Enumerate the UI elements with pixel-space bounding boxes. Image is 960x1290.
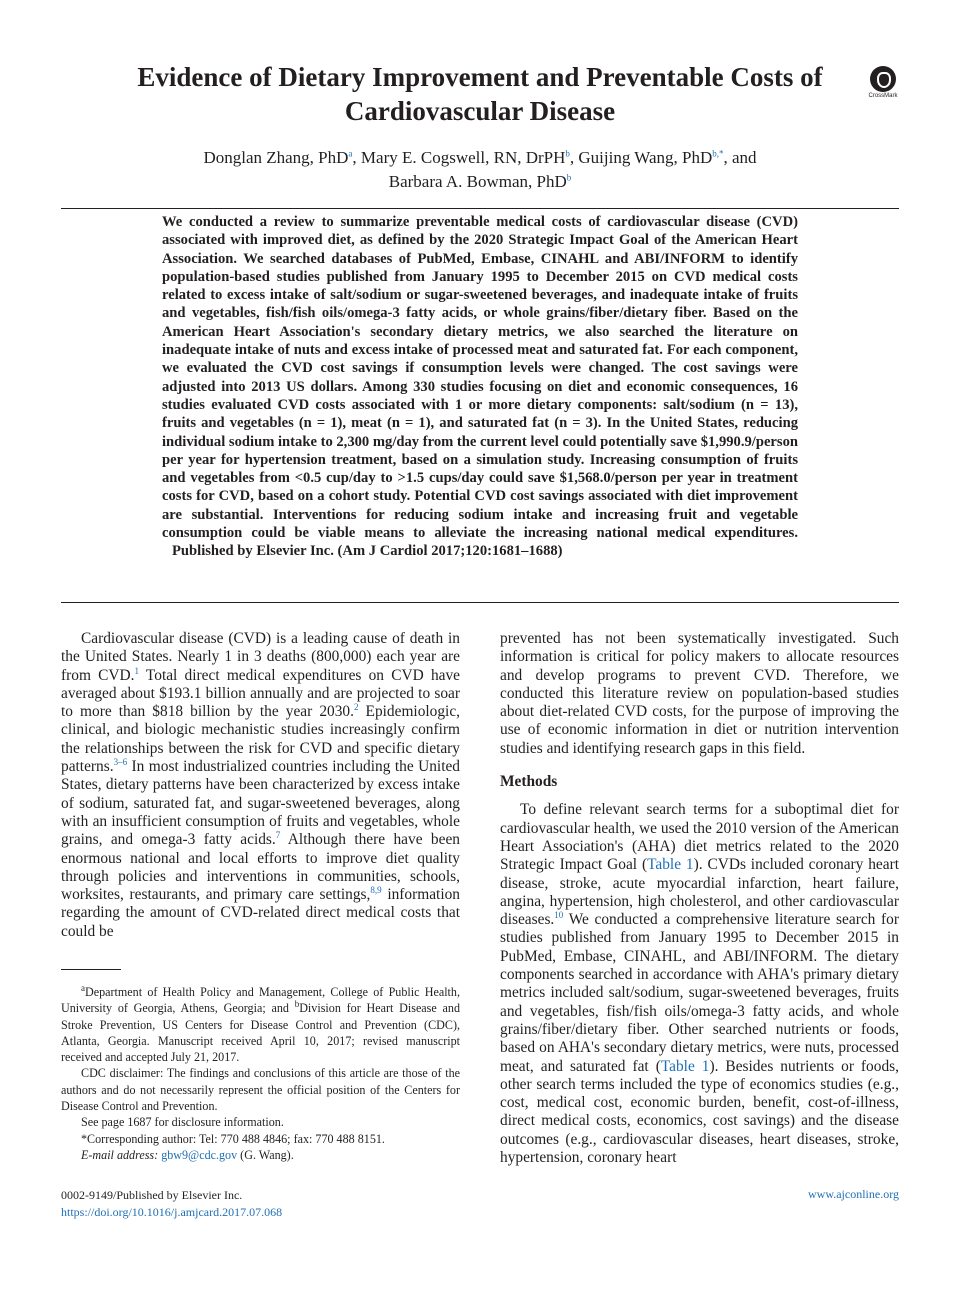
author-list (120, 146, 840, 194)
crossmark-label: CrossMark (868, 93, 898, 99)
cdc-disclaimer: CDC disclaimer: The findings and conclusions of this article are those of the authors and do not necessarily represent the official position of the Centers for Disease Control and Prevention. (61, 1066, 460, 1114)
footnotes (61, 984, 460, 1163)
table-link[interactable]: Table 1 (660, 1057, 710, 1075)
author-affiliation-marker[interactable]: b,* (712, 148, 724, 159)
citation-link[interactable]: 3–6 (113, 756, 128, 767)
citation-link[interactable]: 7 (275, 830, 281, 841)
journal-site-link[interactable]: www.ajconline.org (808, 1187, 899, 1201)
author-affiliation-marker[interactable]: b (565, 148, 570, 159)
methods-heading: Methods (500, 773, 558, 791)
crossmark-icon (870, 66, 896, 92)
doi-link[interactable]: https://doi.org/10.1016/j.amjcard.2017.07.068 (61, 1205, 283, 1219)
author-affiliation-marker[interactable]: b (566, 172, 572, 183)
footnote-rule (61, 969, 121, 970)
author-name: Mary E. Cogswell, RN, DrPH (360, 148, 566, 167)
intro-continuation: prevented has not been systematically investigated. Such information is critical for policy makers to allocate resources and develop programs to prevent CVD. Therefore, we conducted this literature review on population-based studies about diet-related CVD costs, for the purpose of improving the use of economic information in diet or nutrition intervention studies and identifying research gaps in this field. (500, 630, 899, 757)
affiliation-footnote: $^a$Department of Health Policy and Management, College of Public Health, University of Georgia, Athens, Georgia; and $^b$Division for Heart Disease and Stroke Prevention, US Centers for Disease Control and Prevention (CDC), Atlanta, Georgia. Manuscript received April 10, 2017; revised manuscript received and accepted July 21, 2017. (61, 982, 460, 1065)
left-column (61, 630, 460, 941)
citation-link[interactable]: 1 (134, 665, 139, 676)
author-name: Guijing Wang, PhD (578, 148, 713, 167)
right-column (500, 630, 899, 1167)
disclosure-note: See page 1687 for disclosure information. (81, 1115, 284, 1130)
citation-link[interactable]: 8,9 (370, 885, 382, 896)
abstract-top-rule (61, 208, 899, 209)
table-link[interactable]: Table 1 (647, 856, 694, 874)
author-name: Donglan Zhang, PhD (203, 148, 349, 167)
abstract-text: We conducted a review to summarize preventable medical costs of cardiovascular disease (CVD) associated with improved diet, as defined by the 2020 Strategic Impact Goal of the American Heart Association. We searched databases of PubMed, Embase, CINAHL and ABI/INFORM to identify population-based studies published from January 1995 to December 2015 on CVD medical costs related to excess intake of salt/sodium or sugar-sweetened beverages, and inadequate intake of fruits and vegetables, fish/fish oils/omega-3 fatty acids, or whole grains/fiber/dietary fiber. Based on the American Heart Association's secondary dietary metrics, we also searched the literature on inadequate intake of nuts and excess intake of processed meat and saturated fat. For each component, we evaluated the CVD cost savings if consumption levels were changed. The cost savings were adjusted into 2013 US dollars. Among 330 studies focusing on diet and economic consequences, 16 studies evaluated CVD costs associated with 1 or more dietary components: salt/sodium (n = 13), fruits and vegetables (n = 1), meat (n = 1), and saturated fat (n = 3). In the United States, reducing individual sodium intake to 2,300 mg/day from the current level could potentially save $1,990.9/person per year for hypertension treatment, based on a simulation study. Increasing consumption of fruits and vegetables from <0.5 cup/day to >1.5 cups/day could save $1,568.0/person per year in treatment costs for CVD, based on a cohort study. Potential CVD cost savings associated with diet improvement are substantial. Interventions for reducing sodium intake and increasing fruit and vegetable consumption could be viable means to alleviate the increasing national medical expenditures. (162, 214, 798, 542)
abstract-publication-info: Published by Elsevier Inc. (Am J Cardiol 2017;120:1681–1688) (172, 543, 563, 560)
crossmark-badge[interactable] (866, 66, 900, 99)
author-affiliation-marker[interactable]: a (348, 148, 353, 159)
email-line: E-mail address: gbw9@cdc.gov (G. Wang). (81, 1147, 294, 1162)
footer-left (61, 1187, 282, 1221)
author-separator: , (352, 148, 361, 167)
issn-line: 0002-9149/Published by Elsevier Inc. (61, 1188, 243, 1202)
intro-paragraph: Cardiovascular disease (CVD) is a leading cause of death in the United States. Nearly 1 in 3 deaths (800,000) each year are from CVD.$^1$ Total direct medical expenditures on CVD have averaged about $193.1 billion annually and are projected to soar to more than $818 billion by the year 2030.$^2$ Epidemiologic, clinical, and biologic mechanistic studies increasingly confirm the relationships between the risk for CVD and specific dietary patterns.$^{3-6}$ In most industrialized countries including the United States, dietary patterns have been characterized by excess intake of sodium, saturated fat, and sugar-sweetened beverages, along with an insufficient consumption of fruits and vegetables, whole grains, and omega-3 fatty acids.$^7$ Although there have been enormous national and local efforts to improve diet quality through policies and interventions in communities, schools, worksites, restaurants, and primary care settings,$^{8,9}$ information regarding the amount of CVD-related direct medical costs that could be (61, 630, 461, 940)
citation-link[interactable]: 10 (554, 910, 564, 921)
abstract-bottom-rule (61, 602, 899, 603)
methods-paragraph: To define relevant search terms for a suboptimal diet for cardiovascular health, we used the 2010 version of the American Heart Association's (AHA) diet metrics related to the 2020 Strategic Impact Goal (Table 1). CVDs included coronary heart disease, stroke, acute myocardial infarction, heart failure, angina, hypertension, high cholesterol, and other cardiovascular diseases.$^{10}$ We conducted a comprehensive literature search for studies published from January 1995 to December 2015 in PubMed, Embase, CINAHL, and ABI/INFORM. The dietary components searched in accordance with AHA's primary dietary metrics included salt/sodium, sugar-sweetened beverages, fruits and vegetables, fish/fish oils/omega-3 fatty acids, and whole grains/fiber/dietary fiber. Other searched nutrients or foods, based on AHA's secondary dietary metrics, were nuts, processed meat, and saturated fat (Table 1). Besides nutrients or foods, other search terms included the type of economics studies (e.g., cost, medical cost, economic burden, benefit, cost-of-illness, direct medical costs, economics, cost savings) and the disease outcomes (e.g., cardiovascular diseases, heart diseases, stroke, hypertension, coronary heart (500, 801, 899, 1167)
author-separator: , and (723, 148, 757, 167)
article-title: Evidence of Dietary Improvement and Preventable Costs of Cardiovascular Disease (137, 62, 823, 126)
author-name: Barbara A. Bowman, PhD (388, 172, 567, 191)
email-link[interactable]: gbw9@cdc.gov (161, 1147, 238, 1162)
abstract (162, 213, 798, 561)
citation-link[interactable]: 2 (353, 702, 359, 713)
corresponding-author: *Corresponding author: Tel: 770 488 4846; fax: 770 488 8151. (81, 1131, 385, 1146)
author-separator: , (569, 148, 579, 167)
